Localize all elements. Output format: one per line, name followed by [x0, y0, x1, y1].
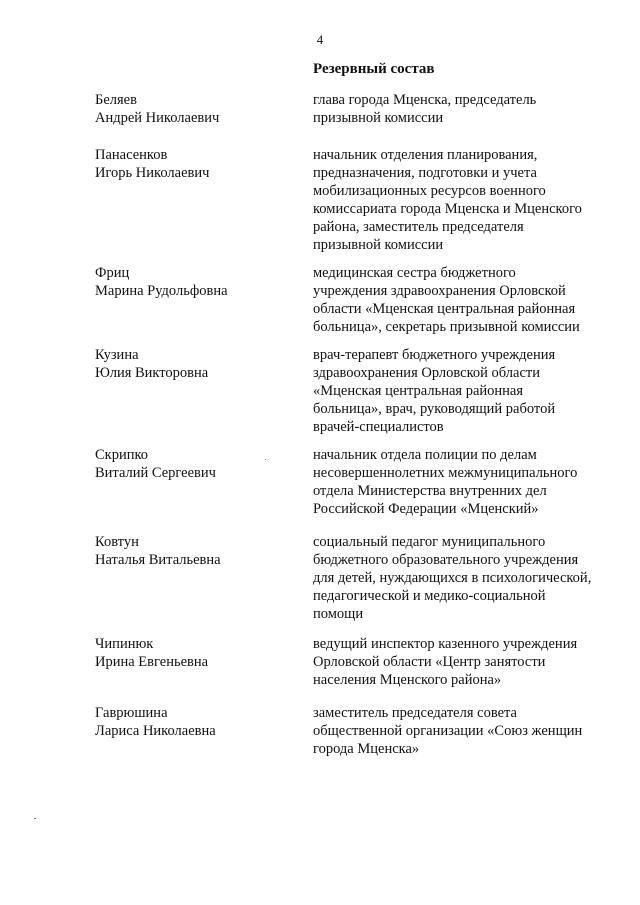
role-line: социальный педагог муниципального: [313, 534, 546, 550]
role-line: здравоохранения Орловской области: [313, 365, 540, 381]
role-line: отдела Министерства внутренних дел: [313, 483, 547, 499]
member-given-names: Виталий Сергеевич: [95, 465, 216, 481]
member-role: [313, 704, 613, 758]
member-given-names: Марина Рудольфовна: [95, 283, 228, 299]
member-name: [95, 346, 295, 382]
role-line: медицинская сестра бюджетного: [313, 265, 516, 281]
member-name: [95, 146, 295, 182]
scan-speck: [34, 818, 36, 819]
member-surname: Скрипко: [95, 447, 149, 463]
member-given-names: Игорь Николаевич: [95, 165, 210, 181]
role-line: ведущий инспектор казенного учреждения: [313, 636, 578, 652]
member-given-names: Андрей Николаевич: [95, 110, 220, 126]
role-line: педагогической и медико-социальной: [313, 588, 546, 604]
role-line: врач-терапевт бюджетного учреждения: [313, 347, 556, 363]
role-line: для детей, нуждающихся в психологической,: [313, 570, 592, 586]
role-line: «Мценская центральная районная: [313, 383, 524, 399]
member-role: [313, 146, 613, 254]
role-line: глава города Мценска, председатель: [313, 92, 537, 108]
role-line: больница», врач, руководящий работой: [313, 401, 556, 417]
member-surname: Ковтун: [95, 534, 139, 550]
member-given-names: Юлия Викторовна: [95, 365, 209, 381]
member-role: [313, 446, 613, 518]
member-name: [95, 635, 295, 671]
member-name: [95, 704, 295, 740]
role-line: района, заместитель председателя: [313, 219, 524, 235]
role-line: области «Мценская центральная районная: [313, 301, 576, 317]
scan-speck: [265, 459, 266, 460]
role-line: врачей-специалистов: [313, 419, 444, 435]
role-line: бюджетного образовательного учреждения: [313, 552, 579, 568]
role-line: помощи: [313, 606, 364, 622]
member-given-names: Наталья Витальевна: [95, 552, 221, 568]
role-line: Российской Федерации «Мценский»: [313, 501, 539, 517]
member-role: [313, 91, 613, 127]
member-name: [95, 264, 295, 300]
role-line: города Мценска»: [313, 741, 420, 757]
member-given-names: Лариса Николаевна: [95, 723, 216, 739]
member-role: [313, 533, 613, 623]
role-line: несовершеннолетних межмуниципального: [313, 465, 578, 481]
member-given-names: Ирина Евгеньевна: [95, 654, 209, 670]
member-role: [313, 264, 613, 336]
role-line: учреждения здравоохранения Орловской: [313, 283, 566, 299]
member-role: [313, 346, 613, 436]
member-surname: Фриц: [95, 265, 130, 281]
role-line: начальник отделения планирования,: [313, 147, 538, 163]
section-title: Резервный состав: [313, 61, 435, 77]
member-surname: Панасенков: [95, 147, 168, 163]
role-line: больница», секретарь призывной комиссии: [313, 319, 580, 335]
member-surname: Гаврюшина: [95, 705, 168, 721]
role-line: Орловской области «Центр занятости: [313, 654, 546, 670]
role-line: общественной организации «Союз женщин: [313, 723, 583, 739]
member-role: [313, 635, 613, 689]
page-number: 4: [316, 32, 324, 47]
member-surname: Беляев: [95, 92, 137, 108]
role-line: населения Мценского района»: [313, 672, 502, 688]
role-line: призывной комиссии: [313, 110, 444, 126]
role-line: мобилизационных ресурсов военного: [313, 183, 546, 199]
member-name: [95, 446, 295, 482]
role-line: начальник отдела полиции по делам: [313, 447, 537, 463]
member-surname: Чипинюк: [95, 636, 154, 652]
role-line: комиссариата города Мценска и Мценского: [313, 201, 582, 217]
member-name: [95, 91, 295, 127]
role-line: предназначения, подготовки и учета: [313, 165, 537, 181]
role-line: заместитель председателя совета: [313, 705, 517, 721]
member-name: [95, 533, 295, 569]
role-line: призывной комиссии: [313, 237, 444, 253]
member-surname: Кузина: [95, 347, 139, 363]
